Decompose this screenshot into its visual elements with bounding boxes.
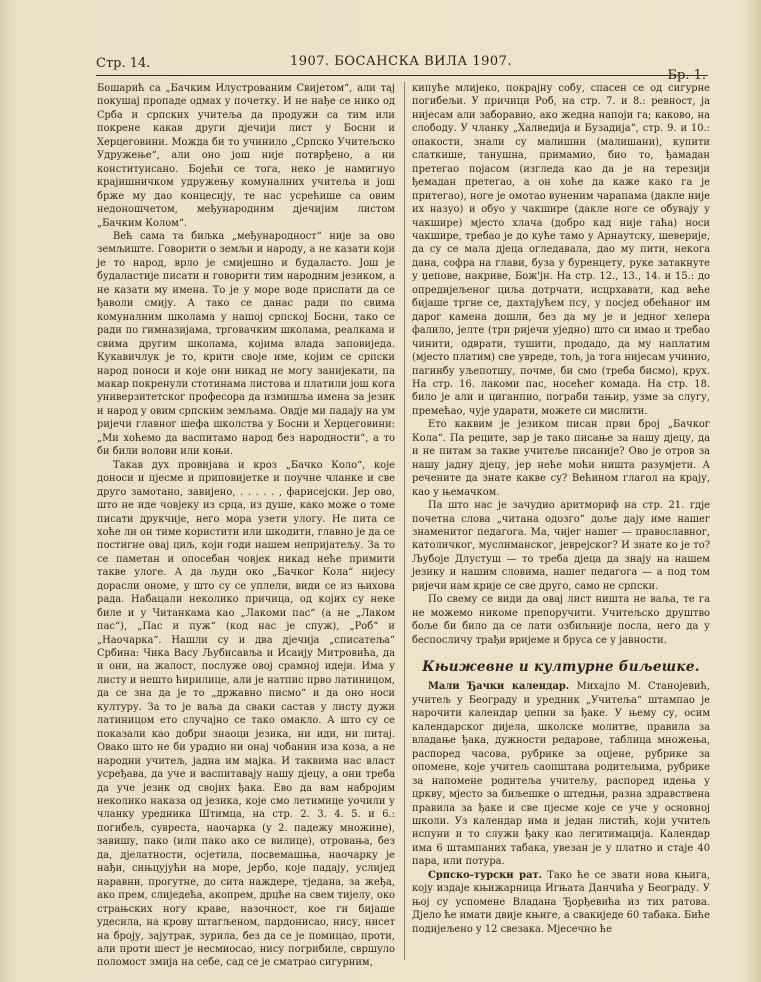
column-divider xyxy=(404,82,405,960)
note-title: Мали Ђачки календар. xyxy=(428,681,570,693)
note-paragraph xyxy=(412,869,710,936)
note-text: Михајло М. Станојевић, учитељ у Београду и уредник „Учитеља“ штампао је нарочити календар џепни за ђаке. У њему су, осим календарског дијела, школске молитве, правила за владање ђака, дужности редарове, таблица множења, распоред часова, рубрике за оцјене, рубрике за опомене, које учитељ саопштава родитељима, рубрике за напомене родитеља учитељу, распоред идења у цркву, мјесто за биљешке о штедњи, разна здравствена правила за ђаке и све пјесме које се уче у основној школи. Уз календар има и један листић, који учитељ испуни и то служи ђаку као легитимација. Календар има 6 штампаних табака, увезан је у платно и стаје 40 пара, или потура. xyxy=(412,681,710,868)
paragraph: кипуће млијеко, покрајну собу, спасен се од сигурне погибељи. У причици Роб, на стр. 7. и 8.: ревност, ја нијесам али заборавио, ако жедна напоји га; каково, на слободу. У чланку „Халведија и Бузадија“, стр. 9. и 10.: опакости, знали су малишни (малишани), купити слаткише, танушна, примамио, био то, ђамадан претегао појасом (изгледа као да је на терезији ђемадан претегао, а он хоће да каже како га је притегао), ноге је омотао вуненим чарапама (дакле није их назуо) и обуо у чакшире (дакле ноге се обувају у чакшире) мјесто хлача (добро кад није гаћа) носи чакшире, требао је до куће тамо у Арнаутску, шеверије, да су се мала дјеца огледавала, дао му пити, некога дана, софра на глави, буза у буренцету, руке затакнуте у џепове, накриве, Бож'јн. На стр. 12., 13., 14. и 15.: до опредијељеног циља дотрчати, исцрхавати, кад веће бијаше тргне се, дахтајућем псу, у посјед обећаног им дарог камена дошли, без да му је и једног хелера фалило, јелте (три ријечи уједно) што си имао и требао чинити, одврати, тушити, продадо, да му наплатим (мјесто платим) све увреде, тољ, ја тога нијесам учинио, пагинбу уљепотшу, почме, би смо (треба бисмо), крух. На стр. 16. лакоми пас, носећег комада. На стр. 18. било је али и циганпио, пограби тањир, узме за слугу, премећао, чује ударати, можете си мислити. xyxy=(412,83,710,417)
right-column xyxy=(412,82,710,962)
issue-number: Бр. 1. xyxy=(667,68,706,83)
page-number: Стр. 14. xyxy=(96,56,151,71)
publication-title: 1907. БОСАНСКА ВИЛА 1907. xyxy=(289,54,513,69)
paragraph: Бошарић са „Бачким Илустрованим Свијетом“, али тај покушај пропаде одмах у почетку. И не нађе се нико од Срба и српских учитеља да продужи са тим или покрене какав други дјечији лист у Босни и Херцеговини. Можда би то учинило „Српско Учитељско Удружење“, али оно још није потврђено, а ни конституисано. Бојећи се тога, неко је намигнуо крајишничком удружењу комуналних учитеља и још брже му дао концесију, те нас усрећише са овим недоношчетом, међународним дјечијим листом „Бачким Колом“. xyxy=(97,83,395,229)
page-header xyxy=(96,54,706,83)
paragraph: Па што нас је зачудио аритмориф на стр. 21. гдје почетна слова „читана одозго“ доље дају име нашег знаменитог педагога. Ма, чијег нашег — православног, католичког, муслиманског, јеврејског? И знате ко је то? Љубоје Длустуш — то треба дјеца да знају на нашем језику и нашим словима, нашег педагога — а под том ријечи нам крије се све друго, само не српски. xyxy=(412,500,710,592)
left-column xyxy=(97,82,395,969)
paragraph: Већ сама та биљка „међународност“ није за ово земљиште. Говорити о земљи и народу, а не казати који је то народ, врло је смијешно и будаласто. Још је будаластије писати и говорити тим народним језиком, а не казати му имена. То је у море воде приспати да се ђаволи смију. А тако се данас ради по свима комуналним школама у нашој српској Босни, тако се ради по гимназијама, трговачким школама, реалкама и свима другим школама, којима влада заповиједа. Кукавичлук је то, крити своје име, којим се српски народ поноси и које они никад не могу занијекати, па макар покренули стотинама листова и платили још кога универзитетског професора да измишља имена за језик и народ у овим српским земљама. Овдје ми падају на ум ријечи главног шефа школства у Босни и Херцеговини: „Ми хоћемо да васпитамо народ без народности“, а то би били волови или коњи. xyxy=(97,230,395,458)
section-heading: Књижевне и културне биљешке. xyxy=(422,659,700,676)
paragraph: Ето каквим је језиком писан први број „Бачког Кола“. Па реците, зар је тако писање за нашу дјецу, да и не питам за такве учитеље писаније? Ово је отров за нашу јадну дјецу, јер неће моћи ништа разумјети. А речените да знате какве су? Већином глагол на крају, као у њемачком. xyxy=(412,419,710,498)
paragraph: По свему се види да овај лист ништа не ваља, те га не можемо никоме препоручити. Учитељско друштво боље би било да се лати озбиљније посла, него да у беспосличу трађи вријеме и бруса се у јавности. xyxy=(412,594,710,646)
note-text: Тако ће се звати нова књига, коју издаје књижарница Игњата Данчића у Београду. У њој су успомене Владана Ђорђевића из тих ратова. Дјело ће имати двије књиге, а свакиједе 60 табака. Биће подијељено у 12 свезака. Мјесечно ће xyxy=(412,869,710,935)
paragraph: Такав дух провијава и кроз „Бачко Коло“, које доноси и пјесме и приповијетке и поучне чланке и све друго замотано, завијено, . . . . . , фарисејски. Јер ово, што не иде човјеку из срца, из душе, како може о томе писати друкчије, него мора узети улогу. Не пита се хоће ли он тиме користити или шкодити, главно је да се постигне овај циљ, који годи нашем непријатељу. За то се паметан и опосебан човјек никад неће примити такве улоге. А да људи око „Бачког Кола“ нијесу дорасли ономе, у што су се уплели, види се из њихова рада. Набацали неколико причица, од којих су неке биле и у Читанкама као „Лакоми пас“ (а не „Лаком пас“), „Пас и пуж“ (код нас је спуж), „Роб“ и „Наочарка“. Нашли су и два дјечија „списатеља“ Србина: Чика Васу Љубисавља и Исаију Митровића, да и они, на жалост, послуже овој срамној идеји. Има у листу и нешто ћирилице, али је натпис прво латиницом, да се зна да је то „државно писмо“ и да оно носи културу. За то је ваља да сваки састав у листу дужи латиницом ето случајно се тако омакло. А што су се показали као добри знаоци језика, ни иди, ни питај. Овако што не би урадио ни онај чобанин иза коза, а не народни учитељ, јадна им мајка. И таквима нас власт усређава, да уче и васпитавају нашу дјецу, а они треба да уче језик од својих ђака. Ево да вам набројим неколико наказа од језика, које смо летимице уочили у чланку уредника Штимца, на стр. 2. 3. 4. 5. и 6.: погибељ, сувреста, наочарка (у 2. падежу множине), завишу, пако (или пако ако се вилице), отровања, без да, дјелатности, осјетила, посвемашња, наочарку је нађи, сињцујући на море, јербо, које падају, услијед наравни, прогутне, до сита наждере, тједана, за жеђа, ако прем, слиједећа, акопрем, дрцће на свем тијелу, око страњских ногу краве, назочност, кое ги бијаше удесила, на крову штагљеном, пардонисао, нису, нисет на броју, зајутрак, зурила, без да се је помицао, прoти, али прoти шест је несмиосао, нису погрибиле, свршуло поломост змија на себе, сад се је сматрао сигурним, xyxy=(97,459,395,969)
header-rule xyxy=(96,75,708,76)
note-paragraph xyxy=(412,680,710,868)
note-title: Српско-турски рат. xyxy=(428,869,543,881)
